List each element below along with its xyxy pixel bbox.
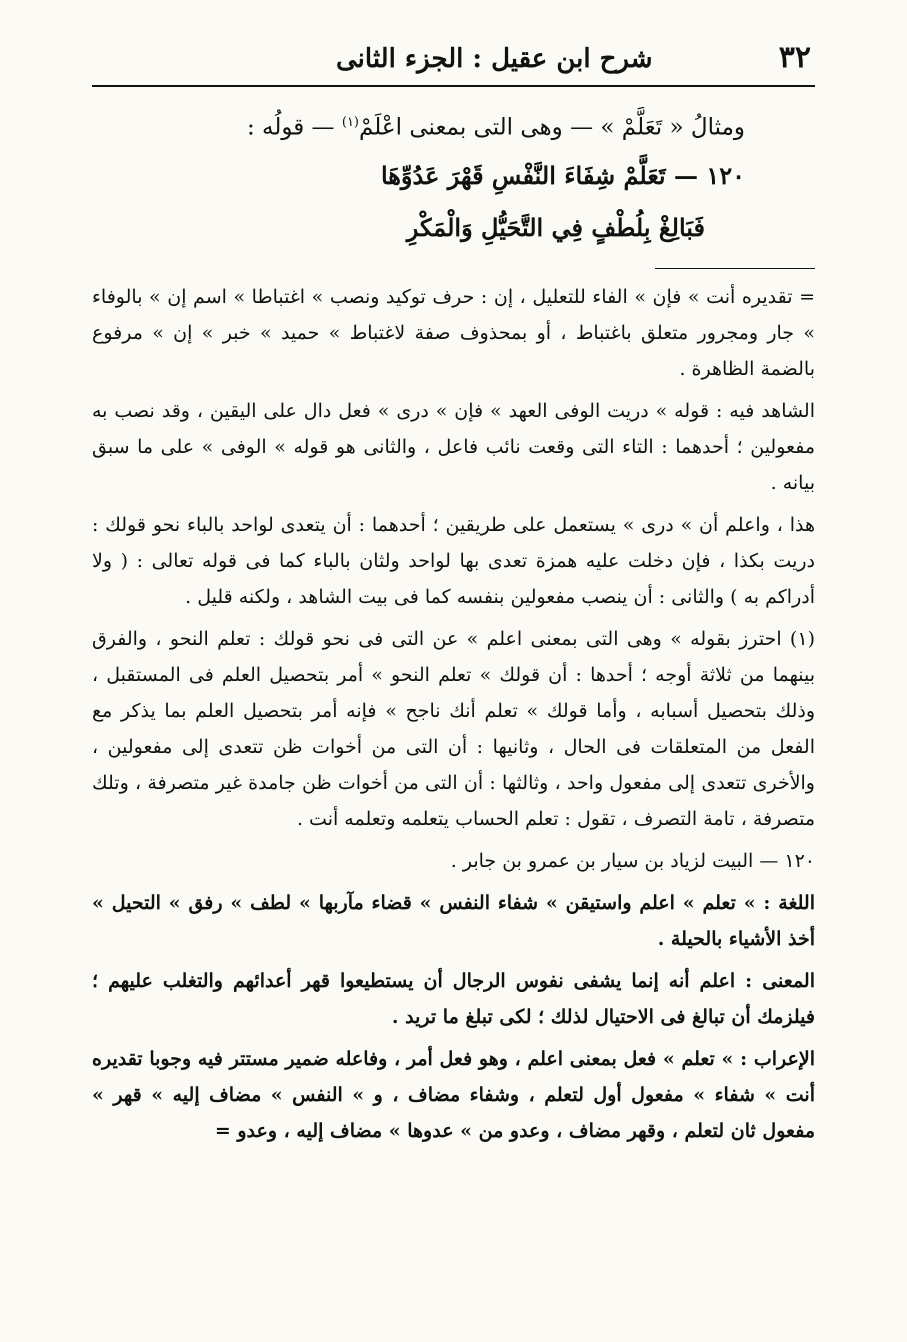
intro-text: ومثالُ « تَعَلَّمْ » — وهى التى بمعنى اعْلَمْ bbox=[359, 114, 745, 141]
footnote-120: ١٢٠ — البيت لزياد بن سيار بن عمرو بن جابر . bbox=[450, 849, 815, 872]
mana-text: : اعلم أنه إنما يشفى نفوس الرجال أن يستطيعوا قهر أعدائهم والتغلب عليهم ؛ فيلزمك أن تبالغ فى الاحتيال لذلك ؛ لكى تبلغ ما تريد . bbox=[92, 969, 815, 1028]
footnotes bbox=[92, 279, 815, 1149]
note-shahid: الشاهد فيه : قوله » دريت الوفى العهد » فإن » درى » فعل دال على اليقين ، وقد نصب به مفعولين ؛ أحدهما : التاء التى وقعت نائب فاعل ، والثانى هو قوله » الوفى » على ما سبق بيانه . bbox=[92, 399, 815, 494]
note-hadha: هذا ، واعلم أن » درى » يستعمل على طريقين ؛ أحدهما : أن يتعدى لواحد بالباء نحو قولك : دريت بكذا ، فإن دخلت عليه همزة تعدى بها لواحد ولثان بالباء كما فى قوله تعالى : ( ولا أدراكم به ) والثانى : أن ينصب مفعولين بنفسه كما فى بيت الشاهد ، ولكنه قليل . bbox=[92, 513, 815, 608]
poetry-verse bbox=[92, 150, 815, 254]
irab-label: الإعراب bbox=[753, 1047, 815, 1070]
footnote-ref: (١) bbox=[341, 115, 359, 130]
intro-end: — قولُه : bbox=[246, 114, 342, 141]
note-lugha bbox=[92, 885, 815, 957]
footnote-1: (١) احترز بقوله » وهى التى بمعنى اعلم » عن التى فى نحو قولك : تعلم النحو ، والفرق بينهما من ثلاثة أوجه ؛ أحدها : أن قولك » تعلم النحو » أمر بتحصيل العلم فى المستقبل ، وذلك بتحصيل أسبابه ، وأما قولك » تعلم أنك ناجح » فإنه أمر بتحصيل العلم بما يذكر مع الفعل من المتعلقات فى الحال ، وثانيها : أن التى من أخوات ظن تتعدى إلى مفعولين ، والأخرى تتعدى إلى مفعول واحد ، وثالثها : أن التى من أخوات ظن جامدة غير متصرفة ، وتلك متصرفة ، تامة التصرف ، تقول : تعلم الحساب يتعلمه وتعلمه أنت . bbox=[92, 627, 815, 830]
main-text bbox=[92, 101, 815, 254]
running-title: شرح ابن عقيل : الجزء الثانى bbox=[336, 44, 653, 74]
lugha-label: اللغة bbox=[778, 891, 815, 914]
page-number: ٣٢ bbox=[778, 40, 811, 75]
verse-hemistich-1: ١٢٠ — تَعَلَّمْ شِفَاءَ النَّفْسِ قَهْرَ عَدُوِّهَا bbox=[380, 160, 745, 190]
note-mana bbox=[92, 963, 815, 1035]
mana-label: المعنى bbox=[762, 969, 815, 992]
note-irab bbox=[92, 1041, 815, 1149]
footnote-separator bbox=[655, 268, 815, 269]
verse-hemistich-2: فَبَالِغْ بِلُطْفٍ فِي التَّحَيُّلِ وَالْمَكْرِ bbox=[406, 212, 705, 242]
page-header bbox=[92, 40, 815, 87]
irab-text: : » تعلم » فعل بمعنى اعلم ، وهو فعل أمر ، وفاعله ضمير مستتر فيه وجوبا تقديره أنت » شفاء » مفعول أول لتعلم ، وشفاء مضاف ، و » النفس » مضاف إليه » قهر » مفعول ثان لتعلم ، وقهر مضاف ، وعدو من » عدوها » مضاف إليه ، وعدو = bbox=[92, 1047, 815, 1142]
note-continuation: = تقديره أنت » فإن » الفاء للتعليل ، إن : حرف توكيد ونصب » اغتباطا » اسم إن » بالوفاء » جار ومجرور متعلق باغتباط ، أو بمحذوف صفة لاغتباط » حميد » خبر » إن » مرفوع بالضمة الظاهرة . bbox=[92, 285, 815, 380]
lugha-text: : » تعلم » اعلم واستيقن » شفاء النفس » قضاء مآربها » لطف » رفق » التحيل » أخذ الأشياء بالحيلة . bbox=[92, 891, 815, 950]
intro-line bbox=[92, 101, 815, 150]
